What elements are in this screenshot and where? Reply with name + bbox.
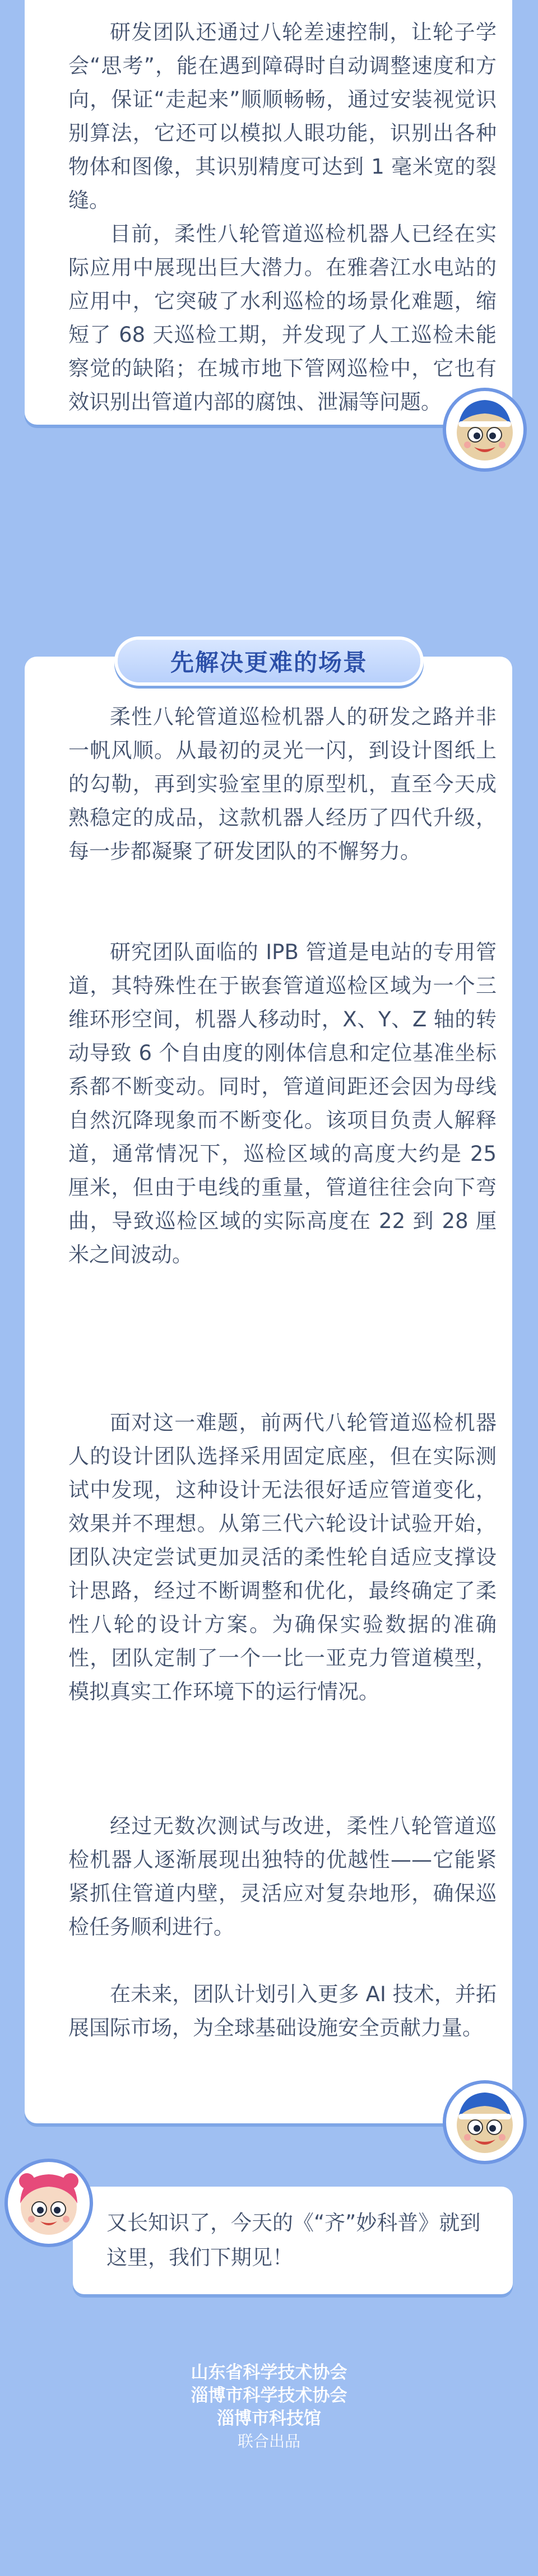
article-card-section xyxy=(25,657,512,2123)
paragraph-testing-result: 经过无数次测试与改进，柔性八轮管道巡检机器人逐渐展现出独特的优越性——它能紧紧抓住管道内壁，灵活应对复杂地形，确保巡检任务顺利进行。 xyxy=(68,1814,497,1939)
closing-message: 又长知识了，今天的《“齐”妙科普》就到这里，我们下期见！ xyxy=(106,2211,481,2270)
mascot-boy-icon xyxy=(443,388,527,472)
paragraph-design-iteration: 面对这一难题，前两代八轮管道巡检机器人的设计团队选择采用固定底座，但在实际测试中发现，这种设计无法很好适应管道变化，效果并不理想。从第三代六轮设计试验开始，团队决定尝试更加灵活的柔性轮自适应支撑设计思路，经过不断调整和优化，最终确定了柔性八轮的设计方案。为确保实验数据的准确性，团队定制了一个一比一亚克力管道模型，模拟真实工作环境下的运行情况。 xyxy=(68,1411,497,1704)
credit-line-municipal: 淄博市科学技术协会 xyxy=(191,2386,347,2406)
mascot-boy-icon xyxy=(443,2080,527,2164)
paragraph-ipb-pipeline: 研究团队面临的 IPB 管道是电站的专用管道，其特殊性在于嵌套管道巡检区域为一个三维环形空间，机器人移动时，X、Y、Z 轴的转动导致 6 个自由度的刚体信息和定位基准坐标系都不断变动。同时，管道间距还会因为母线自然沉降现象而不断变化。该项目负责人解释道，通常情况下，巡检区域的高度大约是 25 厘米，但由于电线的重量，管道往往会向下弯曲，导致巡检区域的实际高度在 22 到 28 厘米之间波动。 xyxy=(68,940,497,1267)
credit-footer: 联合出品 xyxy=(237,2432,300,2451)
paragraph-development-history: 柔性八轮管道巡检机器人的研发之路并非一帆风顺。从最初的灵光一闪，到设计图纸上的勾勒，再到实验室里的原型机，直至今天成熟稳定的成品，这款机器人经历了四代升级，每一步都凝聚了研发团队的不懈努力。 xyxy=(68,705,497,863)
section-heading: 先解决更难的场景 xyxy=(170,649,368,676)
mascot-girl-icon xyxy=(4,2159,93,2247)
closing-message-bubble xyxy=(73,2187,513,2294)
article-card-top xyxy=(25,0,512,425)
paragraph-future-plan: 在未来，团队计划引入更多 AI 技术，并拓展国际市场，为全球基础设施安全贡献力量。 xyxy=(68,1982,497,2040)
paragraph-visual-recognition: 研发团队还通过八轮差速控制，让轮子学会“思考”，能在遇到障碍时自动调整速度和方向，保证“走起来”顺顺畅畅，通过安装视觉识别算法，它还可以模拟人眼功能，识别出各种物体和图像，其识别精度可达到 1 毫米宽的裂缝。 xyxy=(68,20,497,212)
section-heading-badge xyxy=(118,640,420,682)
credit-line-museum: 淄博市科技馆 xyxy=(217,2408,321,2429)
credit-line-provincial: 山东省科学技术协会 xyxy=(191,2363,347,2383)
paragraph-current-application: 目前，柔性八轮管道巡检机器人已经在实际应用中展现出巨大潜力。在雅砻江水电站的应用中，它突破了水利巡检的场景化难题，缩短了 68 天巡检工期，并发现了人工巡检未能察觉的缺陷；在城市地下管网巡检中，它也有效识别出管道内部的腐蚀、泄漏等问题。 xyxy=(68,222,497,414)
